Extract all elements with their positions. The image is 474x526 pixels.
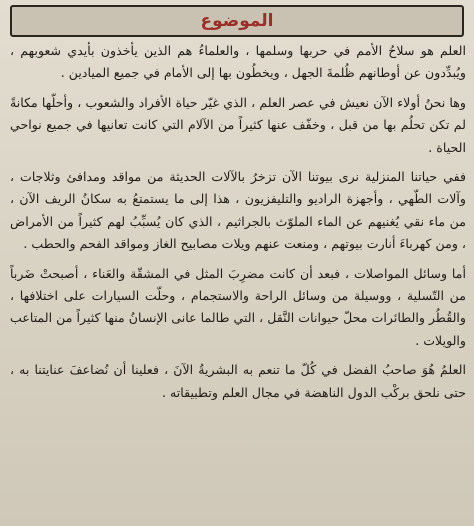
title-banner <box>10 5 464 37</box>
paragraph-gap <box>10 159 466 166</box>
paragraph-2: وها نحنُ أولاء الآن نعيش في عصر العلم ، الذي غيّر حياة الأفراد والشعوب ، وأحلّها مكانةً لم تكن تحلُم بها من قبل ، وخفّف عنها كثيراً من الآلام التي كانت تعانيها في جميع نواحي الحياة . <box>10 94 466 155</box>
page-title: الموضوع <box>200 11 274 31</box>
paragraph-gap <box>10 352 466 359</box>
paragraph-5: العلمُ هُوَ صاحبُ الفضل في كُلّ ما تنعم به البشريةُ الآنَ ، فعلينا أن نُضاعفَ عنايتنا به ، حتى نلحق بركْب الدول الناهضة في مجال العلم وتطبيقاته . <box>10 362 466 400</box>
paragraph-3: ففي حياتنا المنزلية نرى بيوتنا الآن تزخرُ بالآلات الحديثة من مواقد ومدافئ وثلاجات ، وآلات الطّهي ، وأجهزة الراديو والتليفزيون ، هذا إلى ما يستمتعُ به سكانُ الريف الآن ، من ماء نقي يُغنيهم عن الماء الملوّث بالجراثيم ، الذي كان يُسبِّبُ لهم كثيراً من الأمراض ، ومن كهرباءَ أنارت بيوتهم ، ومنعت عنهم ويلات مصابيح الغاز ومواقد الفحم والحطب . <box>10 169 466 252</box>
document-body <box>10 40 466 522</box>
paragraph-1: العلم هو سلاحُ الأمم في حربها وسلمها ، والعلماءُ هم الذين يأخذون بأيدي شعوبهم ، ويُبدِّدون عن أوطانهم ظُلمةَ الجهل ، ويخطُون بها إلى الأمام في جميع الميادين . <box>10 43 466 81</box>
paragraph-gap <box>10 256 466 263</box>
paragraph-4: أما وسائل المواصلات ، فبعد أن كانت مضرِبَ المثل في المشقّة والعَناء ، أصبحتْ ضَرباً من التّسلية ، ووسيلة من وسائل الراحة والاستجمام ، وحلّت السيارات على اختلافها ، والقُطُر والطائرات محلّ حيوانات النَّقل ، التي طالما عانى الإنسانُ منها كثيراً من المتاعب والويلات . <box>10 265 466 348</box>
paragraph-gap <box>10 85 466 92</box>
